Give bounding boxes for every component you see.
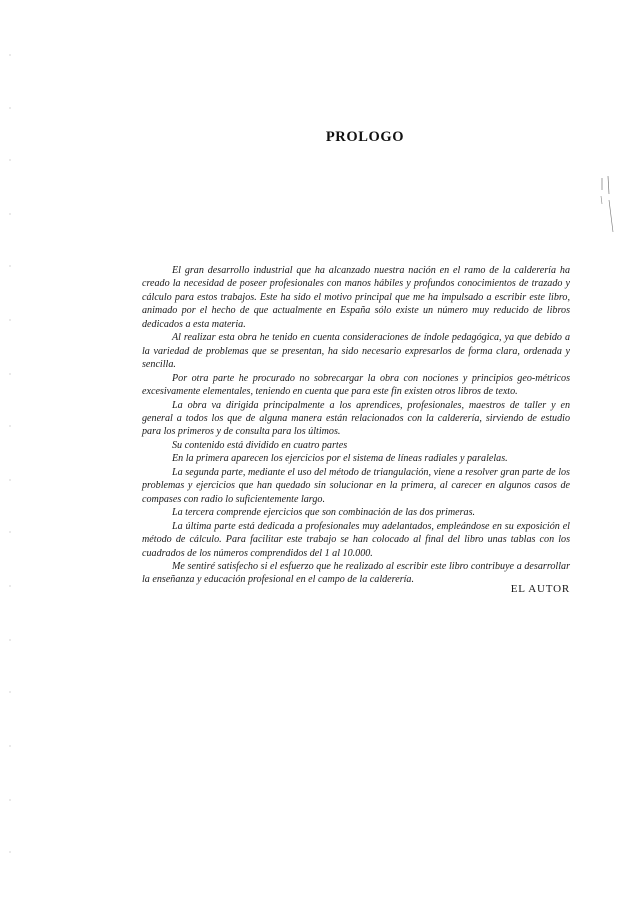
author-signature: EL AUTOR (510, 583, 570, 595)
paragraph: Al realizar esta obra he tenido en cuenta consideraciones de índole pedagógica, ya que debido a la variedad de problemas que se presentan, ha sido necesario expresarlos de forma clara, ordenada y sencilla. (142, 332, 570, 371)
paragraph: La tercera comprende ejercicios que son combinación de las dos primeras. (172, 507, 476, 519)
paragraph: La última parte está dedicada a profesionales muy adelantados, empleándose en su exposición el método de cálculo. Para facilitar este trabajo se han colocado al final del libro unas tablas con los cuadrados de los números comprendidos del 1 al 10.000. (142, 520, 570, 559)
page-title: PROLOGO (325, 129, 405, 145)
prologue-body (142, 264, 570, 587)
paragraph: En la primera aparecen los ejercicios por el sistema de líneas radiales y paralelas. (172, 453, 508, 465)
scan-margin-marks (598, 176, 618, 236)
paragraph: El gran desarrollo industrial que ha alcanzado nuestra nación en el ramo de la calderería ha creado la necesidad de poseer profesionales con manos hábiles y profundos conocimientos de trazado y cálculo para estos trabajos. Este ha sido el motivo principal que me ha impulsado a escribir este libro, animado por el hecho de que actualmente en España sólo existe un número muy reducido de libros dedicados a esta materia. (142, 265, 570, 330)
paragraph: La obra va dirigida principalmente a los aprendices, profesionales, maestros de taller y en general a todos los que de alguna manera están relacionados con la calderería, sirviendo de estudio para los primeros y de consulta para los últimos. (142, 399, 570, 438)
paragraph: La segunda parte, mediante el uso del método de triangulación, viene a resolver gran parte de los problemas y ejercicios que han quedado sin solucionar en la primera, al carecer en algunos casos de compases con radio lo suficientemente largo. (142, 466, 570, 505)
paragraph: Por otra parte he procurado no sobrecargar la obra con nociones y principios geo-métricos excesivamente elementales, teniendo en cuenta que para este fin existen otros libros de texto. (142, 372, 570, 398)
paragraph: Su contenido está dividido en cuatro partes (172, 439, 348, 451)
paragraph: Me sentiré satisfecho si el esfuerzo que he realizado al escribir este libro contribuye a desarrollar la enseñanza y educación profesional en el campo de la calderería. (142, 560, 570, 586)
